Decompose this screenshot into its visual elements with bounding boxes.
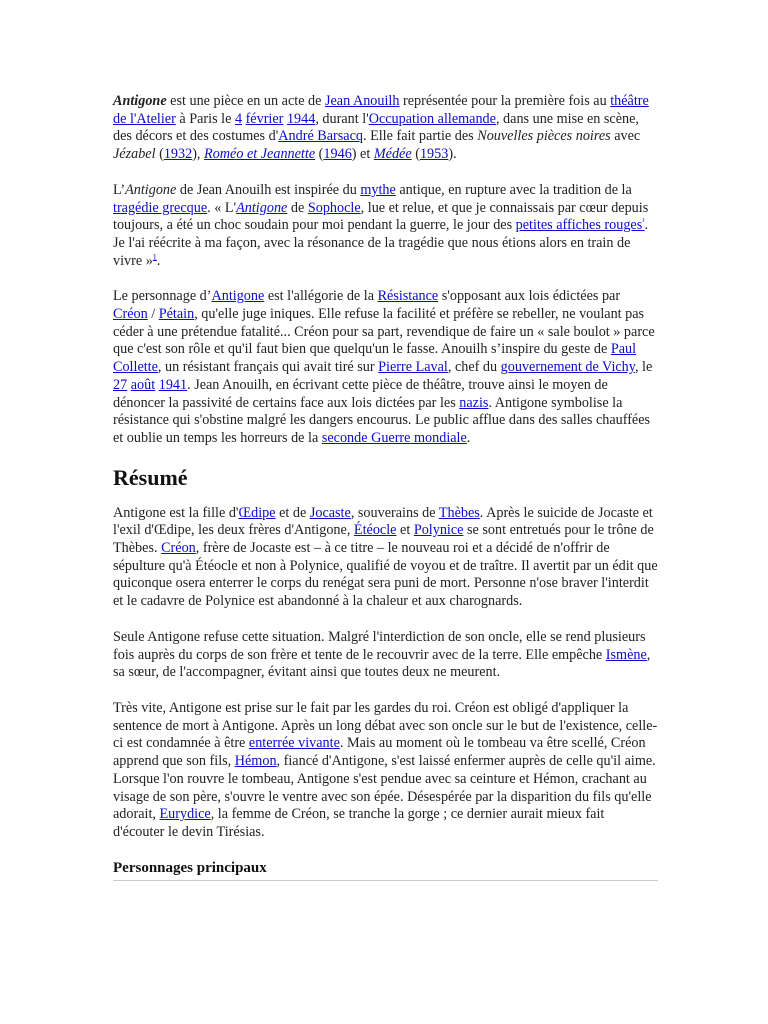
link-polynice[interactable]: Polynice [413,522,464,539]
link-enterree-vivante[interactable]: enterrée vivante [248,735,340,752]
text: à Paris le [175,110,235,127]
text: , la femme de Créon, se tranche la gorge ; ce dernier aurait mieux fait d'écouter le devin Tirésias. [113,806,605,840]
text: , un résistant français qui avait tiré sur [157,359,379,376]
text: , fiancé d'Antigone, s'est laissé enfermer auprès de celle qu'il aime. Lorsque l'on rouvre le tombeau, Antigone s'est pendue avec sa ceinture et Hémon, crachant au visage de son père, s'ouvre le ventre avec son épée. Désespérée par la disparition du fils qu'elle adorait, [113,753,656,823]
text: s'opposant aux lois édictées par [438,288,621,305]
link-oedipe[interactable]: Œdipe [238,504,276,521]
text: . [156,252,161,269]
link-occupation-allemande[interactable]: Occupation allemande [368,110,496,127]
text: , dans une mise en scène, des décors et des costumes d' [113,110,639,145]
text: . Antigone symbolise la résistance qui s'obstine malgré les dangers encourus. Le public afflue dans des salles chauffées et oublie un temps les horreurs de la [113,394,651,446]
link-thebes[interactable]: Thèbes [438,504,480,521]
link-paul-collette[interactable]: Paul Collette [113,341,637,376]
link-eteocle[interactable]: Étéocle [353,522,397,539]
section-heading-personnages: Personnages principaux [113,859,658,881]
text: . Mais au moment où le tombeau va être scellé, Créon apprend que son fils, [113,735,646,770]
text: se sont entretués pour le trône de Thèbes. [113,522,654,557]
text: , qu'elle juge iniques. Elle refuse la facilité et préfère se rebeller, ne voulant pas céder à une prétendue fatalité... Créon pour sa part, revendique de faire un « sale boulot » parce que c'est son rôle et qu'il faut bien que quelqu'un le fasse. Anouilh s’inspire du geste de [113,306,655,358]
link-mark: ¹ [642,216,645,226]
intro-paragraph-2 [113,182,658,271]
text: , durant l' [315,110,369,127]
link-label: petites affiches rouges [515,217,643,234]
text: et [396,522,414,539]
italic-romeo: Roméo et Jeannette [204,146,316,163]
text: / [147,306,159,323]
link-ismene[interactable]: Ismène [605,646,647,663]
text: de [287,199,308,216]
italic-antigone-link: Antigone [236,199,288,216]
italic-jezabel: Jézabel [113,146,156,163]
text: . Après le suicide de Jocaste et l'exil d'Œdipe, les deux frères d'Antigone, [113,504,653,539]
link-romeo-et-jeannette[interactable] [204,146,315,162]
link-jocaste[interactable]: Jocaste [309,504,351,521]
link-1932[interactable]: 1932 [163,146,193,163]
link-gouvernement-vichy[interactable]: gouvernement de Vichy [500,359,635,376]
link-creon[interactable]: Créon [113,306,148,323]
article-body [113,93,658,881]
link-theatre-atelier[interactable]: théâtre de l'Atelier [113,93,649,127]
link-tragedie-grecque[interactable]: tragédie grecque [113,199,208,216]
link-petain[interactable]: Pétain [158,306,195,323]
text: Très vite, Antigone est prise sur le fait par les gardes du roi. Créon est obligé d'appliquer la sentence de mort à Antigone. Après un long débat avec son oncle sur le but de l'existence, celle-ci est condamnée à être [113,699,658,752]
text: , chef du [447,359,501,376]
text: est l'allégorie de la [264,288,378,305]
text: , le [634,359,653,376]
link-1953[interactable]: 1953 [419,146,449,163]
text: ). [448,146,457,163]
link-aout[interactable]: août [130,376,156,393]
link-nazis[interactable]: nazis [459,394,489,411]
intro-paragraph-1 [113,93,658,164]
resume-paragraph-2 [113,629,658,682]
text: , lue et relue, et que je connaissais par cœur depuis toujours, a été un choc soudain pour moi pendant la guerre, le jour des [113,199,649,234]
resume-paragraph-3 [113,700,658,842]
link-1946[interactable]: 1946 [323,146,352,163]
text: . Je l'ai réécrite à ma façon, avec la résonance de la tragédie que nous étions alors en train de vivre » [113,217,649,269]
text: Seule Antigone refuse cette situation. Malgré l'interdiction de son oncle, elle se rend plusieurs fois auprès du corps de son frère et tente de le recouvrir avec de la terre. Elle empêche [113,628,646,663]
link-4[interactable]: 4 [234,110,243,127]
link-creon[interactable]: Créon [161,540,196,557]
text: est une pièce en un acte de [166,93,325,109]
text: , sa sœur, de l'accompagner, évitant ainsi que toutes deux ne meurent. [113,646,651,681]
link-mythe[interactable]: mythe [360,181,396,198]
resume-paragraph-1 [113,505,658,611]
text: Le personnage d’ [113,288,212,305]
link-sophocle[interactable]: Sophocle [307,199,361,216]
text: ( [315,146,324,163]
text: ( [411,146,420,163]
text: L’ [113,181,126,198]
link-petites-affiches-rouges[interactable] [516,217,645,233]
link-eurydice[interactable]: Eurydice [159,806,211,823]
text: représentée pour la première fois au [399,93,611,109]
text: . [466,429,471,446]
section-heading-resume: Résumé [113,464,188,490]
link-27[interactable]: 27 [113,376,128,393]
link-1944[interactable]: 1944 [286,110,316,127]
text: ), [192,146,205,163]
text: avec [610,128,641,145]
link-medee[interactable] [374,146,412,162]
link-andre-barsacq[interactable]: André Barsacq [278,128,363,145]
text: . Elle fait partie des [362,128,478,145]
intro-paragraph-3 [113,288,658,447]
text: . Jean Anouilh, en écrivant cette pièce de théâtre, trouve ainsi le moyen de dénoncer la passivité de certains face aux lois dictées par les [113,376,608,411]
text: , frère de Jocaste est – à ce titre – le nouveau roi et a décidé de n'offrir de sépulture qu'à Étéocle et non à Polynice, qualifié de voyou et de traître. Il avertit par un édit que quiconque osera enterrer le corps du renégat sera puni de mort. Personne n'ose braver l'interdit et le cadavre de Polynice est abandonné à la chaleur et aux charognards. [113,540,658,610]
link-antigone-sophocle[interactable] [236,200,287,216]
italic-antigone: Antigone [125,181,177,198]
text: ) et [351,146,374,163]
text: antique, en rupture avec la tradition de la [395,181,632,198]
reference-link[interactable]: 1 [152,251,157,261]
link-hemon[interactable]: Hémon [234,753,277,770]
link-1941[interactable]: 1941 [158,376,188,393]
text: et de [275,504,310,521]
link-seconde-guerre-mondiale[interactable]: seconde Guerre mondiale [321,429,467,446]
text: ( [155,146,164,163]
link-antigone[interactable]: Antigone [211,288,265,305]
link-pierre-laval[interactable]: Pierre Laval [378,359,448,376]
link-fevrier[interactable]: février [245,110,284,127]
text: Antigone est la fille d' [113,504,239,521]
title-italic: Antigone [113,93,167,109]
text: . « L' [207,199,237,216]
text: , souverains de [350,504,439,521]
italic-nouvelles-pieces-noires: Nouvelles pièces noires [477,128,611,145]
link-jean-anouilh[interactable]: Jean Anouilh [324,93,400,109]
text: de Jean Anouilh est inspirée du [176,181,361,198]
italic-medee: Médée [373,146,412,163]
link-resistance[interactable]: Résistance [377,288,439,305]
